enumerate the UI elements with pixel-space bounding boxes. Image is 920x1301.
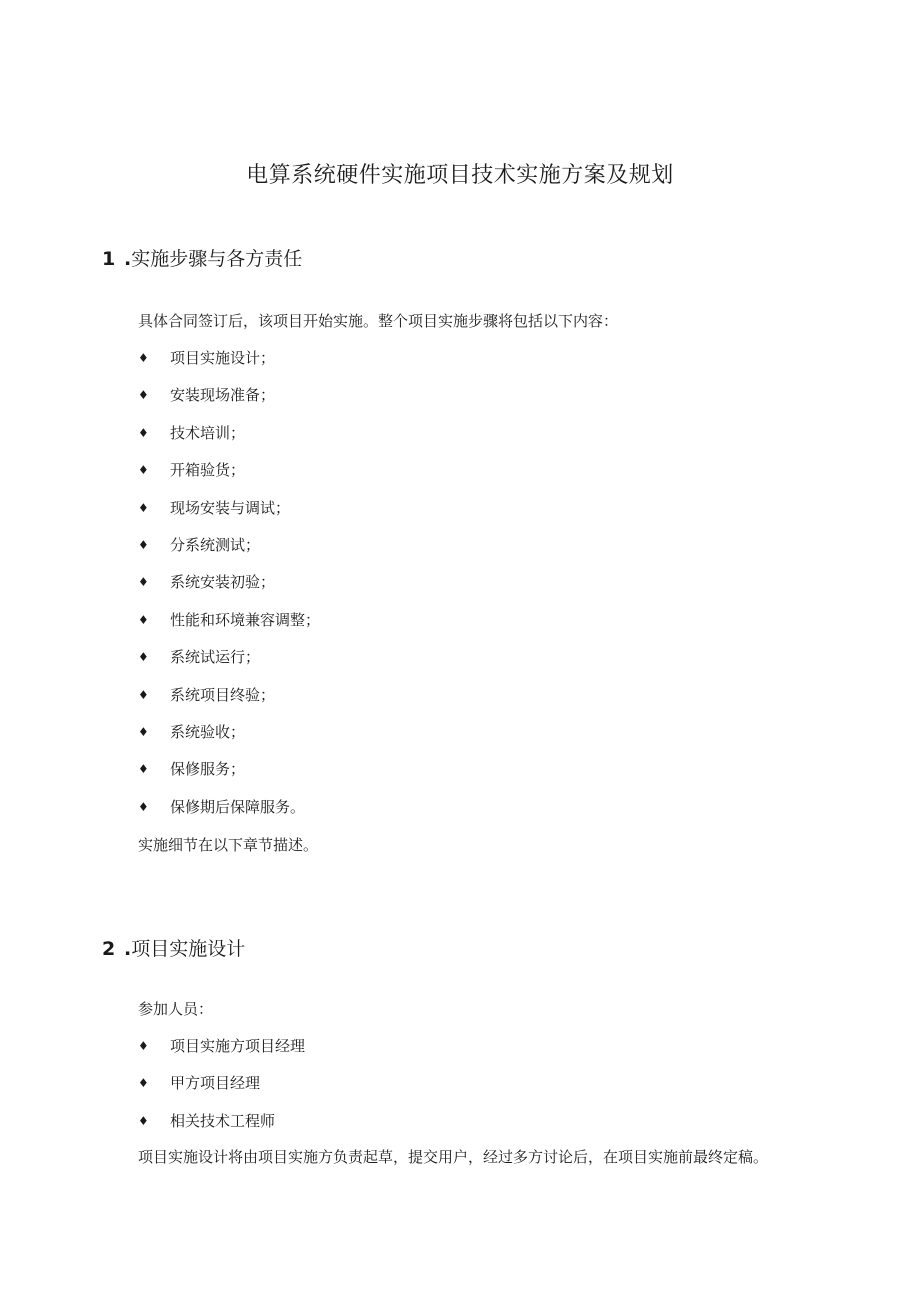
diamond-bullet-icon: ♦ [138,762,149,777]
section-1-outro: 实施细节在以下章节描述。 [138,836,319,854]
list-item: ♦ 系统验收； [138,722,246,741]
list-item: ♦ 系统试运行； [138,648,261,667]
diamond-bullet-icon: ♦ [138,1113,149,1128]
diamond-bullet-icon: ♦ [138,799,149,814]
section-1-heading [102,244,302,271]
section-1-number: 1 [102,248,116,270]
diamond-bullet-icon: ♦ [138,388,149,403]
list-item: ♦ 保修期后保障服务。 [138,797,306,816]
list-item: ♦ 相关技术工程师 [138,1111,276,1130]
section-2-intro: 参加人员： [138,1000,214,1018]
list-item: ♦ 系统项目终验； [138,685,276,704]
list-item: ♦ 系统安装初验； [138,573,276,592]
diamond-bullet-icon: ♦ [138,575,149,590]
section-2-bullet-list [138,1036,305,1148]
section-1-bullet-list [138,348,320,834]
diamond-bullet-icon: ♦ [138,612,149,627]
list-item: ♦ 分系统测试； [138,535,261,554]
list-item: ♦ 安装现场准备； [138,386,276,405]
diamond-bullet-icon: ♦ [138,500,149,515]
list-item: ♦ 项目实施设计； [138,349,276,367]
section-1-intro: 具体合同签订后，该项目开始实施。整个项目实施步骤将包括以下内容： [138,312,619,330]
section-1-title: 实施步骤与各方责任 [131,248,303,270]
diamond-bullet-icon: ♦ [138,1039,149,1053]
diamond-bullet-icon: ♦ [138,687,149,702]
list-item: ♦ 甲方项目经理 [138,1074,261,1093]
section-2-heading [102,934,245,961]
list-item: ♦ 开箱验货； [138,461,246,480]
diamond-bullet-icon: ♦ [138,537,149,552]
section-1-dot: . [124,248,132,270]
diamond-bullet-icon: ♦ [138,724,149,739]
section-2-title: 项目实施设计 [131,938,246,960]
section-2-dot: . [124,938,132,960]
diamond-bullet-icon: ♦ [138,351,149,365]
list-item: ♦ 性能和环境兼容调整； [138,610,321,629]
diamond-bullet-icon: ♦ [138,650,149,665]
diamond-bullet-icon: ♦ [138,463,149,478]
list-item: ♦ 技术培训； [138,423,246,442]
diamond-bullet-icon: ♦ [138,1076,149,1091]
list-item: ♦ 现场安装与调试； [138,498,291,517]
list-item: ♦ 保修服务； [138,760,246,779]
diamond-bullet-icon: ♦ [138,425,149,440]
list-item: ♦ 项目实施方项目经理 [138,1037,306,1055]
section-2-outro: 项目实施设计将由项目实施方负责起草，提交用户，经过多方讨论后，在项目实施前最终定稿。 [138,1148,769,1166]
document-title: 电算系统硬件实施项目技术实施方案及规划 [246,163,674,188]
section-2-number: 2 [102,938,116,960]
